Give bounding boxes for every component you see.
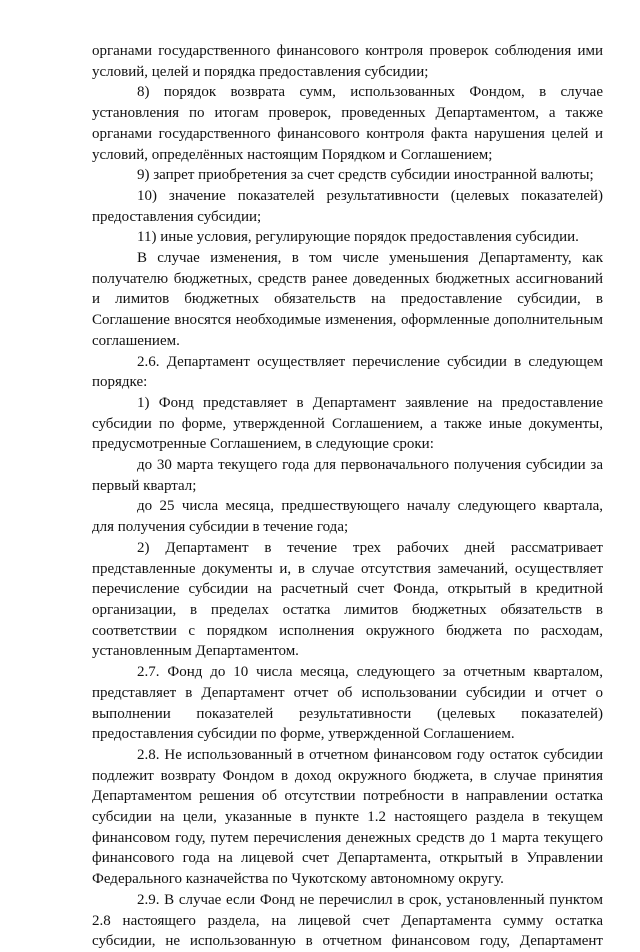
- paragraph-2-8: 2.8. Не использованный в отчетном финансовом году остаток субсидии подлежит возврату Фондом в доход окружного бюджета, в случае принятия Департаментом решения об отсутствии потребности в направлении остатка субсидии на цели, указанные в пункте 1.2 настоящего раздела в текущем финансовом году, путем перечисления денежных средств до 1 марта текущего финансового года на лицевой счет Департамента, открытый в Управлении Федерального казначейства по Чукотскому автономному округу.: [92, 746, 603, 888]
- paragraph-deadline-quarter: до 25 числа месяца, предшествующего началу следующего квартала, для получения субсидии в течение года;: [92, 498, 603, 536]
- paragraph-2-6: 2.6. Департамент осуществляет перечисление субсидии в следующем порядке:: [92, 353, 603, 391]
- paragraph-item-8: 8) порядок возврата сумм, использованных Фондом, в случае установления по итогам проверок, проведенных Департаментом, а также органами государственного финансового контроля факта нарушения целей и условий, определённых настоящим Порядком и Соглашением;: [92, 84, 603, 163]
- paragraph-amendment: В случае изменения, в том числе уменьшения Департаменту, как получателю бюджетных, средств ранее доведенных бюджетных ассигнований и лимитов бюджетных обязательств на предоставление субсидии, в Соглашение вносятся необходимые изменения, оформленные дополнительным соглашением.: [92, 250, 603, 349]
- paragraph-item-11: 11) иные условия, регулирующие порядок предоставления субсидии.: [137, 229, 579, 246]
- paragraph-2-7: 2.7. Фонд до 10 числа месяца, следующего за отчетным кварталом, представляет в Департамент отчет об использовании субсидии и отчет о выполнении показателей результативности (целевых показателей) предоставления субсидии по форме, утвержденной Соглашением.: [92, 664, 603, 743]
- paragraph-item-10: 10) значение показателей результативности (целевых показателей) предоставления субсидии;: [92, 187, 603, 225]
- paragraph-2-6-item-1: 1) Фонд представляет в Департамент заявление на предоставление субсидии по форме, утвержденной Соглашением, а также иные документы, предусмотренные Соглашением, в следующие сроки:: [92, 394, 603, 453]
- paragraph-item-9: 9) запрет приобретения за счет средств субсидии иностранной валюты;: [137, 167, 594, 184]
- paragraph-continuation: органами государственного финансового контроля проверок соблюдения ими условий, целей и порядка предоставления субсидии;: [92, 43, 603, 80]
- paragraph-deadline-march: до 30 марта текущего года для первоначального получения субсидии за первый квартал;: [92, 457, 603, 494]
- paragraph-2-9: 2.9. В случае если Фонд не перечислил в срок, установленный пунктом 2.8 настоящего раздела, на лицевой счет Департамента сумму остатка субсидии, не использованную в отчетном финансовом году, Департамент: [92, 891, 603, 950]
- paragraph-2-6-item-2: 2) Департамент в течение трех рабочих дней рассматривает представленные документы и, в случае отсутствия замечаний, осуществляет перечисление субсидии на расчетный счет Фонда, открытый в кредитной организации, в пределах остатка лимитов бюджетных обязательств в соответствии с порядком исполнения окружного бюджета по расходам, установленным Департаментом.: [92, 539, 603, 660]
